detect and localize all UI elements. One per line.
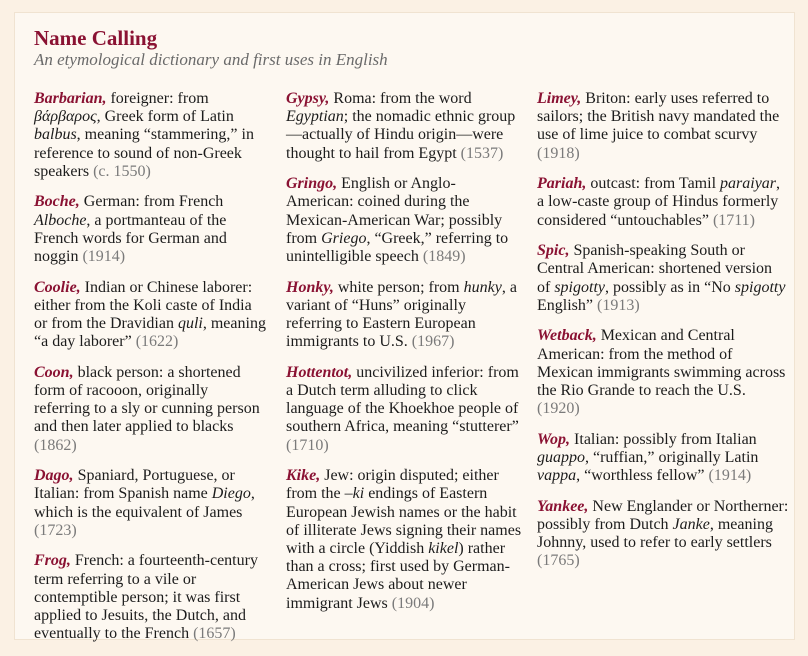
entry-year: (1913)	[597, 296, 640, 314]
entry-foreign-word: ki	[352, 485, 365, 503]
entry: Barbarian, foreigner: from βάρβαρος, Greek form of Latin balbus, meaning “stammering,” in reference to sound of non-Greek speakers (c. 1550)	[34, 90, 254, 180]
entry-foreign-word: guappo	[537, 449, 585, 467]
entry-year: (1914)	[708, 467, 752, 485]
entry-year: (1849)	[422, 248, 466, 266]
entry-foreign-word: spigotty	[734, 278, 786, 296]
entry-foreign-word: vappa	[537, 467, 577, 485]
entry-year: (1711)	[712, 211, 755, 229]
entry-term: Hottentot,	[286, 363, 353, 381]
entry-term: Kike,	[286, 467, 321, 485]
entry-foreign-word: kikel	[428, 540, 459, 558]
entry: Frog, French: a fourteenth-century term referring to a vile or contemptible person; it was first applied to Jesuits, the Dutch, and eventually to the French (1657)	[34, 552, 258, 643]
entry-foreign-word: Egyptian	[286, 108, 344, 126]
entry-term: Coolie,	[34, 278, 81, 296]
entry-term: Pariah,	[537, 175, 587, 193]
entry: Coon, black person: a shortened form of racooon, originally referring to a sly or cunning person and then later applied to blacks (1862)	[34, 363, 260, 454]
entry-year: (1723)	[34, 521, 77, 539]
entry-foreign-word: balbus	[34, 126, 77, 144]
column-3	[537, 90, 789, 583]
entry-foreign-word: Diego	[211, 485, 251, 503]
entry-term: Limey,	[537, 90, 582, 107]
entry: Gypsy, Roma: from the word Egyptian; the nomadic ethnic group—actually of Hindu origin—were thought to hail from Egypt (1537)	[286, 90, 516, 162]
entry: Limey, Briton: early uses referred to sailors; the British navy mandated the use of lime juice to combat scurvy (1918)	[537, 90, 780, 162]
entry: Hottentot, uncivilized inferior: from a Dutch term alluding to click language of the Khoekhoe people of southern Africa, meaning “stutterer” (1710)	[286, 363, 519, 454]
entry-foreign-word: paraiyar	[720, 175, 777, 193]
column-1	[34, 90, 266, 656]
entry-foreign-word: βάρβαρος	[34, 108, 97, 126]
entry: Dago, Spaniard, Portuguese, or Italian: from Spanish name Diego, which is the equivalent of James (1723)	[34, 467, 255, 539]
entry-year: (1537)	[460, 144, 504, 162]
entry-year: (1914)	[82, 248, 126, 266]
entry: Coolie, Indian or Chinese laborer: either from the Koli caste of India or from the Dravidian quli, meaning “a day laborer” (1622)	[34, 278, 266, 351]
entry-term: Frog,	[34, 552, 71, 570]
entry: Yankee, New Englander or Northerner: possibly from Dutch Janke, meaning Johnny, used to refer to early settlers (1765)	[537, 497, 789, 570]
entry-term: Coon,	[34, 363, 74, 381]
entry-term: Spic,	[537, 242, 570, 260]
entry: Wop, Italian: possibly from Italian guappo, “ruffian,” originally Latin vappa, “worthless fellow” (1914)	[537, 430, 759, 485]
entry-year: (1918)	[537, 144, 580, 162]
entry: Spic, Spanish-speaking South or Central American: shortened version of spigotty, possibly as in “No spigotty English” (1913)	[537, 242, 786, 314]
entry: Boche, German: from French Alboche, a portmanteau of the French words for German and noggin (1914)	[34, 193, 227, 266]
entry-term: Yankee,	[537, 497, 589, 515]
entry: Honky, white person; from hunky, a variant of “Huns” originally referring to Eastern European immigrants to U.S. (1967)	[286, 278, 517, 351]
entry-foreign-word: Alboche	[34, 211, 87, 229]
entry: Pariah, outcast: from Tamil paraiyar, a low-caste group of Hindus formerly considered “untouchables” (1711)	[537, 175, 781, 229]
entry: Gringo, English or Anglo-American: coined during the Mexican-American War; possibly from Griego, “Greek,” referring to unintelligible speech (1849)	[286, 175, 509, 266]
entry-foreign-word: hunky	[463, 278, 502, 296]
entry-term: Wop,	[537, 430, 571, 448]
entry-year: (1862)	[34, 436, 77, 454]
entry: Kike, Jew: origin disputed; either from the –ki endings of Eastern European Jewish names or the habit of illiterate Jews signing their names with a circle (Yiddish kikel) rather than a cross; first used by German-American Jews about newer immigrant Jews (1904)	[286, 467, 522, 612]
entry-year: (1920)	[537, 400, 580, 418]
entry-term: Honky,	[286, 278, 334, 296]
entry-term: Gypsy,	[286, 90, 330, 107]
entry-term: Gringo,	[286, 175, 338, 193]
entry-year: (1765)	[537, 552, 580, 570]
entry-term: Dago,	[34, 467, 74, 485]
page-title: Name Calling	[34, 26, 158, 50]
column-2	[286, 90, 522, 625]
entry-term: Barbarian,	[34, 90, 107, 107]
entry-year: (c. 1550)	[93, 162, 151, 180]
entry-year: (1657)	[193, 625, 236, 643]
entry-term: Wetback,	[537, 327, 597, 345]
entry: Wetback, Mexican and Central American: from the method of Mexican immigrants swimming across the Rio Grande to reach the U.S. (1920)	[537, 327, 786, 418]
page-subtitle: An etymological dictionary and first uses in English	[34, 50, 388, 69]
entry-term: Boche,	[34, 193, 80, 211]
entry-foreign-word: spigotty	[554, 278, 605, 296]
entry-year: (1967)	[411, 333, 455, 351]
entry-year: (1622)	[135, 333, 179, 351]
entry-foreign-word: Janke	[672, 516, 710, 534]
entry-year: (1710)	[286, 436, 329, 454]
entry-foreign-word: Griego	[321, 229, 367, 247]
entry-year: (1904)	[391, 594, 435, 612]
entry-foreign-word: quli	[177, 315, 203, 333]
